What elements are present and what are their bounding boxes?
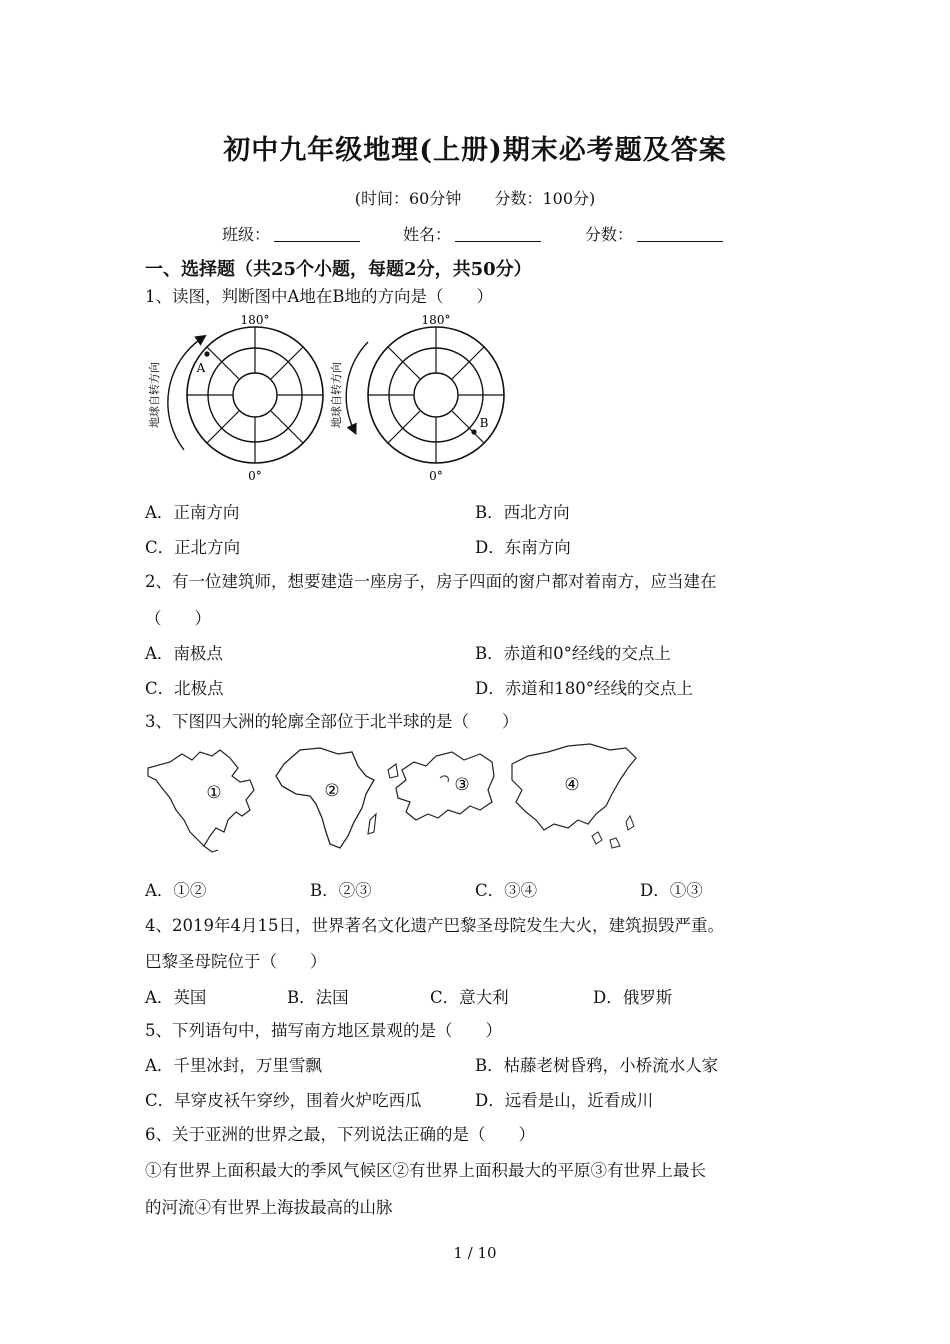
q5-option-c[interactable]: C．早穿皮袄午穿纱，围着火炉吃西瓜 bbox=[145, 1091, 422, 1110]
q4-option-c[interactable]: C．意大利 bbox=[430, 988, 509, 1007]
q5-option-a[interactable]: A．千里冰封，万里雪飘 bbox=[145, 1056, 322, 1075]
score-label: 分数： bbox=[585, 225, 634, 244]
page-number: 1 / 10 bbox=[453, 1244, 497, 1262]
left-bottom-label: 0° bbox=[248, 469, 262, 483]
q1-stem: 1、读图，判断图中A地在B地的方向是（ ） bbox=[145, 287, 494, 306]
europe-outline bbox=[388, 752, 494, 820]
map-label-4: ④ bbox=[564, 775, 580, 795]
map-label-2: ② bbox=[324, 781, 340, 801]
rotation-label-right: 地球自转方向 bbox=[330, 362, 343, 428]
q1-option-d[interactable]: D．东南方向 bbox=[475, 538, 571, 557]
name-label: 姓名： bbox=[403, 225, 452, 244]
exam-time: (时间：60分钟 bbox=[354, 189, 462, 208]
rotation-arrow-left bbox=[168, 338, 202, 450]
exam-score: 分数：100分) bbox=[494, 189, 596, 208]
q3-option-a[interactable]: A．①② bbox=[145, 881, 207, 900]
left-top-label: 180° bbox=[240, 313, 270, 327]
point-a-label: A bbox=[196, 361, 206, 375]
point-a-marker bbox=[204, 351, 209, 356]
class-field bbox=[222, 222, 360, 245]
q2-stem: 2、有一位建筑师，想要建造一座房子，房子四面的窗户都对着南方，应当建在 bbox=[145, 572, 717, 591]
rotation-label-left: 地球自转方向 bbox=[148, 362, 161, 428]
q4-stem: 4、2019年4月15日，世界著名文化遗产巴黎圣母院发生大火，建筑损毁严重。 bbox=[145, 916, 724, 935]
q3-option-c[interactable]: C．③④ bbox=[475, 881, 538, 900]
page-title: 初中九年级地理(上册)期末必考题及答案 bbox=[223, 135, 727, 166]
q2-stem-cont: （ ） bbox=[145, 609, 211, 628]
rotation-arrow-right bbox=[346, 342, 368, 430]
africa-outline bbox=[276, 748, 376, 848]
right-top-label: 180° bbox=[421, 313, 451, 327]
q4-option-d[interactable]: D．俄罗斯 bbox=[593, 988, 673, 1007]
asia-outline bbox=[512, 744, 636, 848]
q5-option-b[interactable]: B．枯藤老树昏鸦，小桥流水人家 bbox=[475, 1056, 719, 1075]
q1-option-c[interactable]: C．正北方向 bbox=[145, 538, 241, 557]
q2-option-b[interactable]: B．赤道和0°经线的交点上 bbox=[475, 644, 671, 663]
q6-statement-line1: ①有世界上面积最大的季风气候区②有世界上面积最大的平原③有世界上最长 bbox=[145, 1161, 706, 1180]
point-b-marker bbox=[471, 429, 476, 434]
q4-option-a[interactable]: A．英国 bbox=[145, 988, 207, 1007]
point-b-label: B bbox=[479, 416, 489, 430]
q6-statement-line2: 的河流④有世界上海拔最高的山脉 bbox=[145, 1198, 393, 1217]
class-blank bbox=[274, 225, 360, 242]
q2-option-d[interactable]: D．赤道和180°经线的交点上 bbox=[475, 679, 693, 698]
north-america-outline bbox=[148, 750, 254, 852]
polar-diagram-right bbox=[329, 313, 504, 483]
q6-stem: 6、关于亚洲的世界之最，下列说法正确的是（ ） bbox=[145, 1125, 535, 1144]
q1-option-b[interactable]: B．西北方向 bbox=[475, 503, 570, 522]
map-label-1: ① bbox=[206, 783, 222, 803]
name-field bbox=[403, 222, 541, 245]
score-field bbox=[585, 222, 723, 245]
q3-stem: 3、下图四大洲的轮廓全部位于北半球的是（ ） bbox=[145, 712, 519, 731]
polar-view-figure bbox=[140, 310, 520, 488]
exam-meta bbox=[0, 186, 950, 209]
q4-stem-cont: 巴黎圣母院位于（ ） bbox=[145, 952, 327, 971]
class-label: 班级： bbox=[222, 225, 271, 244]
q3-option-d[interactable]: D．①③ bbox=[640, 881, 703, 900]
score-blank bbox=[637, 225, 723, 242]
map-label-3: ③ bbox=[454, 775, 470, 795]
q4-option-b[interactable]: B．法国 bbox=[287, 988, 349, 1007]
q3-option-b[interactable]: B．②③ bbox=[310, 881, 372, 900]
continents-figure bbox=[140, 740, 640, 855]
section-heading: 一、选择题（共25个小题，每题2分，共50分） bbox=[145, 259, 532, 280]
name-blank bbox=[455, 225, 541, 242]
right-bottom-label: 0° bbox=[429, 469, 443, 483]
q2-option-a[interactable]: A．南极点 bbox=[145, 644, 223, 663]
q1-option-a[interactable]: A．正南方向 bbox=[145, 503, 240, 522]
q2-option-c[interactable]: C．北极点 bbox=[145, 679, 224, 698]
polar-diagram-left bbox=[147, 313, 323, 483]
q5-option-d[interactable]: D．远看是山，近看成川 bbox=[475, 1091, 654, 1110]
q5-stem: 5、下列语句中，描写南方地区景观的是（ ） bbox=[145, 1021, 502, 1040]
